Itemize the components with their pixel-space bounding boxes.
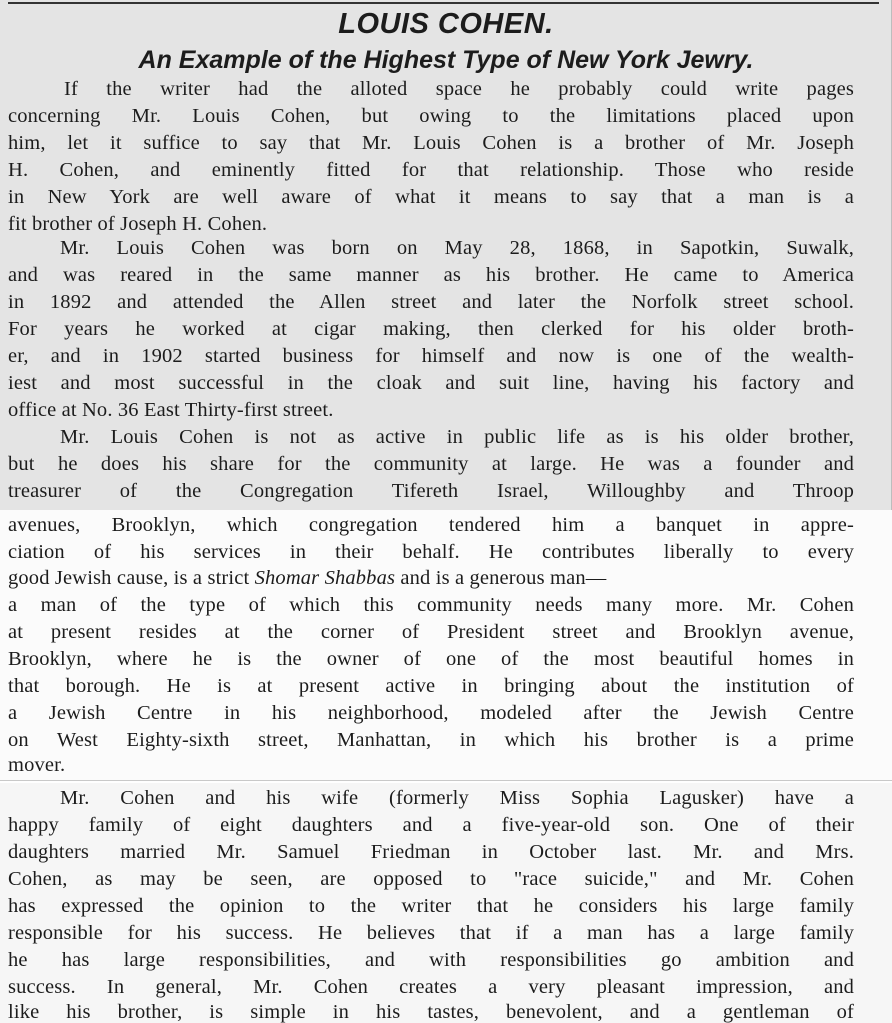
text-line: but he does his share for the community at large. He was a founder and — [8, 453, 854, 475]
clipping-divider — [0, 780, 892, 781]
text-line: that borough. He is at present active in bringing about the institution of — [8, 675, 854, 697]
text-line: For years he worked at cigar making, then clerked for his older broth- — [8, 318, 854, 340]
text-line: avenues, Brooklyn, which congregation tendered him a banquet in appre- — [8, 514, 854, 536]
text-line: has expressed the opinion to the writer that he considers his large family — [8, 895, 854, 917]
text-line: concerning Mr. Louis Cohen, but owing to the limitations placed upon — [8, 105, 854, 127]
text-line: iest and most successful in the cloak and suit line, having his factory and — [8, 372, 854, 394]
text-fragment: and is a generous man— — [400, 567, 607, 589]
text-line: If the writer had the alloted space he probably could write pages — [64, 78, 854, 100]
clipping-bottom — [0, 783, 892, 1023]
text-line: mover. — [8, 754, 66, 776]
text-line: daughters married Mr. Samuel Friedman in October last. Mr. and Mrs. — [8, 841, 854, 863]
text-line: and was reared in the same manner as his brother. He came to America — [8, 264, 854, 286]
text-line: H. Cohen, and eminently fitted for that relationship. Those who reside — [8, 159, 854, 181]
text-line: he has large responsibilities, and with responsibilities go ambition and — [8, 949, 854, 971]
text-line: Cohen, as may be seen, are opposed to "race suicide," and Mr. Cohen — [8, 868, 854, 890]
text-line: a man of the type of which this community needs many more. Mr. Cohen — [8, 594, 854, 616]
clipping-top — [0, 0, 892, 510]
text-line: at present resides at the corner of President street and Brooklyn avenue, — [8, 621, 854, 643]
italic-phrase: Shomar Shabbas — [254, 567, 396, 589]
text-line: office at No. 36 East Thirty-first street. — [8, 399, 334, 421]
text-line: er, and in 1902 started business for himself and now is one of the wealth- — [8, 345, 854, 367]
text-fragment: good Jewish cause, is a strict — [8, 567, 250, 589]
article-title: LOUIS COHEN. — [338, 8, 554, 40]
text-line: a Jewish Centre in his neighborhood, modeled after the Jewish Centre — [8, 702, 854, 724]
text-line: responsible for his success. He believes that if a man has a large family — [8, 922, 854, 944]
text-line: like his brother, is simple in his tastes, benevolent, and a gentleman of — [8, 1001, 854, 1023]
text-line: him, let it suffice to say that Mr. Louis Cohen is a brother of Mr. Joseph — [8, 132, 854, 154]
article-subtitle: An Example of the Highest Type of New York Jewry. — [138, 46, 754, 74]
text-line: Mr. Louis Cohen was born on May 28, 1868, in Sapotkin, Suwalk, — [60, 237, 854, 259]
text-line: Brooklyn, where he is the owner of one of the most beautiful homes in — [8, 648, 854, 670]
text-line: happy family of eight daughters and a five-year-old son. One of their — [8, 814, 854, 836]
text-line: fit brother of Joseph H. Cohen. — [8, 213, 268, 235]
text-line: success. In general, Mr. Cohen creates a very pleasant impression, and — [8, 976, 854, 998]
text-line: in 1892 and attended the Allen street and later the Norfolk street school. — [8, 291, 854, 313]
text-line — [8, 565, 854, 592]
text-line: treasurer of the Congregation Tifereth Israel, Willoughby and Throop — [8, 480, 854, 502]
text-line: ciation of his services in their behalf. He contributes liberally to every — [8, 541, 854, 563]
text-line: Mr. Louis Cohen is not as active in public life as is his older brother, — [60, 426, 854, 448]
text-line: in New York are well aware of what it means to say that a man is a — [8, 186, 854, 208]
text-line: on West Eighty-sixth street, Manhattan, in which his brother is a prime — [8, 729, 854, 751]
text-line: Mr. Cohen and his wife (formerly Miss Sophia Lagusker) have a — [60, 787, 854, 809]
clipping-middle — [0, 510, 892, 780]
